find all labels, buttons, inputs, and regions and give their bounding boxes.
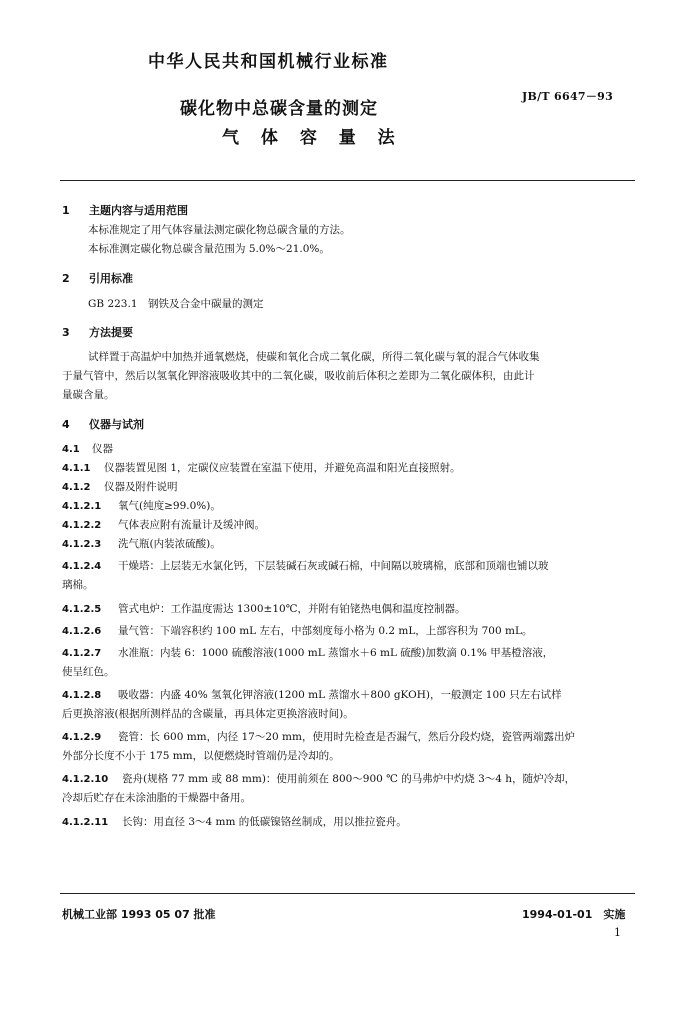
section-2-heading: [62, 270, 133, 286]
clause-text: 干燥塔：上层装无水氯化钙，下层装碱石灰或碱石棉，中间隔以玻璃棉，底部和顶端也铺以玻: [118, 560, 549, 572]
clause-text: 仪器及附件说明: [104, 481, 178, 493]
clause-continuation: 外部分长度不小于 175 mm，以便燃烧时管端仍是冷却的。: [62, 750, 340, 762]
clause-continuation: 冷却后贮存在未涂油脂的干燥器中备用。: [62, 792, 251, 804]
section-number: 2: [62, 272, 70, 285]
section-title: 方法提要: [89, 326, 133, 339]
paragraph: 本标准规定了用气体容量法测定碳化物总碳含量的方法。: [88, 224, 351, 236]
clause-number: 4.1.2.7: [62, 648, 102, 659]
clause-number: 4.1.2.4: [62, 561, 102, 572]
clause-4-1-2-11: [62, 813, 407, 832]
paragraph: 本标准测定碳化物总碳含量范围为 5.0%～21.0%。: [88, 243, 330, 255]
clause-number: 4.1.1: [62, 463, 91, 474]
document-subtitle: 气 体 容 量 法: [222, 128, 403, 148]
section-4-heading: [62, 416, 144, 432]
clause-text: 仪器: [92, 443, 113, 455]
header-rule: [60, 180, 635, 181]
clause-text: 气体表应附有流量计及缓冲阀。: [118, 519, 265, 531]
paragraph-line: 试样置于高温炉中加热并通氧燃烧，使碳和氧化合成二氧化碳，所得二氧化碳与氧的混合气体收集: [88, 351, 540, 363]
clause-number: 4.1.2.11: [62, 817, 109, 828]
clause-4-1-2-7: [62, 644, 553, 663]
clause-4-1-2-9: [62, 728, 575, 747]
clause-4-1-2-5: [62, 600, 465, 619]
clause-continuation: 璃棉。: [62, 579, 94, 591]
clause-text: 长钩：用直径 3～4 mm 的低碳镍铬丝制成，用以推拉瓷舟。: [122, 816, 407, 828]
clause-number: 4.1.2.5: [62, 604, 102, 615]
clause-continuation: 使呈红色。: [62, 666, 115, 678]
section-1-heading: [62, 202, 188, 218]
clause-4-1-2-8: [62, 686, 562, 705]
clause-text: 氧气(纯度≥99.0%)。: [118, 500, 221, 512]
industry-standard-heading: 中华人民共和国机械行业标准: [148, 52, 389, 72]
clause-4-1-2-1: [62, 497, 221, 516]
implementation-date: 1994-01-01 实施: [522, 908, 626, 921]
clause-text: 洗气瓶(内装浓硫酸)。: [118, 538, 221, 550]
clause-text: 管式电炉：工作温度需达 1300±10℃，并附有铂铑热电偶和温度控制器。: [118, 603, 466, 615]
clause-number: 4.1.2.10: [62, 774, 109, 785]
clause-number: 4.1.2.6: [62, 626, 102, 637]
section-title: 仪器与试剂: [89, 418, 144, 431]
document-title: 碳化物中总碳含量的测定: [180, 99, 378, 119]
section-title: 主题内容与适用范围: [89, 204, 188, 217]
section-title: 引用标准: [89, 272, 133, 285]
approval-date: 机械工业部 1993 05 07 批准: [62, 908, 216, 921]
clause-text: 瓷舟(规格 77 mm 或 88 mm)：使用前须在 800～900 ℃ 的马弗炉中灼烧 3～4 h，随炉冷却，: [122, 773, 576, 785]
standard-code: JB/T 6647－93: [522, 90, 614, 103]
section-3-heading: [62, 324, 133, 340]
clause-4-1-2: [62, 478, 178, 497]
clause-number: 4.1.2.8: [62, 690, 102, 701]
clause-4-1-1: [62, 459, 461, 478]
section-number: 3: [62, 326, 70, 339]
clause-text: 瓷管：长 600 mm，内径 17～20 mm，使用时先检查是否漏气，然后分段灼烧，瓷管两端露出炉: [118, 731, 575, 743]
footer-rule: [60, 893, 635, 894]
paragraph-line: 量碳含量。: [62, 389, 115, 401]
clause-4-1-2-3: [62, 535, 221, 554]
clause-4-1: [62, 440, 113, 459]
clause-number: 4.1.2.3: [62, 539, 102, 550]
paragraph-line: 于量气管中，然后以氢氧化钾溶液吸收其中的二氧化碳，吸收前后体积之差即为二氧化碳体积，由此计: [62, 370, 535, 382]
clause-text: 量气管：下端容积约 100 mL 左右，中部刻度每小格为 0.2 mL，上部容积为 700 mL。: [118, 625, 533, 637]
clause-text: 吸收器：内盛 40% 氢氧化钾溶液(1200 mL 蒸馏水＋800 gKOH)，一般测定 100 只左右试样: [118, 689, 562, 701]
clause-4-1-2-6: [62, 622, 532, 641]
clause-4-1-2-4: [62, 557, 549, 576]
clause-number: 4.1.2.2: [62, 520, 102, 531]
clause-continuation: 后更换溶液(根据所测样品的含碳量，再具体定更换溶液时间)。: [62, 708, 354, 720]
clause-number: 4.1.2: [62, 482, 91, 493]
clause-text: 仪器装置见图 1，定碳仪应装置在室温下使用，并避免高温和阳光直接照射。: [104, 462, 461, 474]
clause-number: 4.1.2.1: [62, 501, 102, 512]
clause-4-1-2-10: [62, 770, 575, 789]
clause-4-1-2-2: [62, 516, 265, 535]
paragraph: GB 223.1 钢铁及合金中碳量的测定: [88, 298, 264, 310]
clause-number: 4.1: [62, 444, 80, 455]
page-number: 1: [614, 926, 621, 939]
clause-number: 4.1.2.9: [62, 732, 102, 743]
clause-text: 水准瓶：内装 6：1000 硫酸溶液(1000 mL 蒸馏水＋6 mL 硫酸)加数滴 0.1% 甲基橙溶液，: [118, 647, 554, 659]
section-number: 4: [62, 418, 70, 431]
section-number: 1: [62, 204, 70, 217]
